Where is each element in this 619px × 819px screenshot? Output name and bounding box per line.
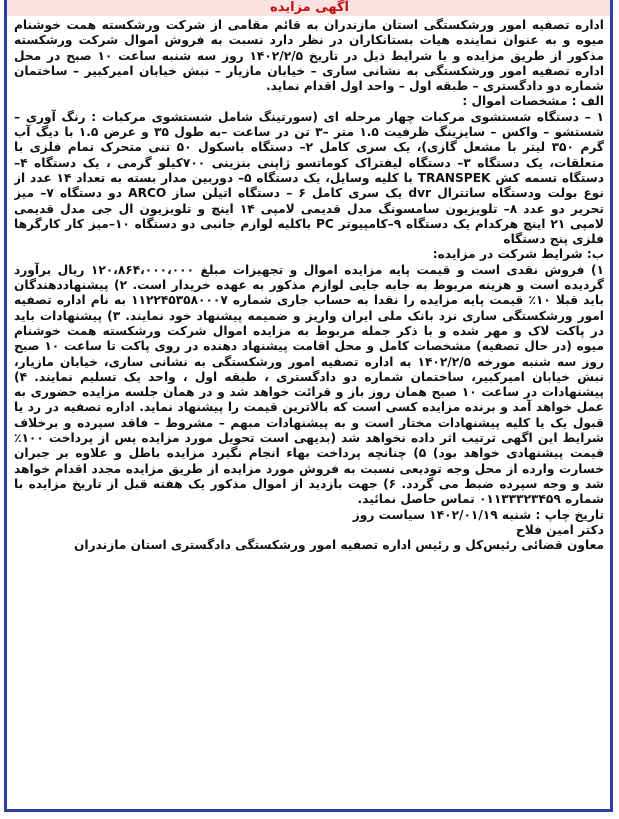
signer-title: معاون قضائی رئیس‌کل و رئیس اداره تصفیه امور ورشکستگی دادگستری استان مازندران: [73, 538, 604, 553]
ad-title: آگهی مزایده: [270, 0, 349, 15]
section-a-heading: الف : مشخصات اموال :: [462, 94, 604, 109]
print-date: تاریخ چاپ : شنبه ۱۴۰۲/۰۱/۱۹ سیاست روز: [352, 507, 604, 522]
assets-paragraph: ۱ – دستگاه شستشوی مرکبات چهار مرحله ای (سورتینگ شامل شستشوی مرکبات : رنگ آوری – شستشو – واکس – سایزینگ ظرفیت ۱.۵ متر –۳ تن در ساعت –به طول ۳۵ و عرض ۱.۵ با دیگ آب گرم ۳۵۰ لیتر با مشعل گازی)، یک سری کامل ۲– دستگاه باسکول ۵۰ تنی متحرک تمام فلزی با متعلقات، یک دستگاه ۳– دستگاه لیفتراک کوماتسو ژاپنی بنزینی ۷۰۰کیلو گرمی ، یک دستگاه ۴– دستگاه تسمه کش TRANSPEK با کلیه وسایل، یک دستگاه ۵– دوربین مدار بسته به تعداد ۱۴ عدد از نوع بولت ودستگاه ساتترال dvr یک سری کامل ۶ – دستگاه اتیلن ساز ARCO دو دستگاه ۷– میز تحریر دو عدد ۸– تلویزیون سامسونگ مدل قدیمی لامپی ۱۴ اینچ و تلویزیون ال جی مدل قدیمی لامپی ۲۱ اینچ هرکدام یک دستگاه ۹–کامپیوتر PC باکلیه لوازم جانبی دو دستگاه ۱۰–میز کار کارگرها فلزی پنج دستگاه: [14, 109, 604, 247]
ad-body: [14, 18, 604, 808]
intro-paragraph: اداره تصفیه امور ورشکستگی استان مازندران به قائم مقامی از شرکت ورشکسته همت خوشنام میوه و به عنوان نماینده هیات بستانکاران در نظر دارد نسبت به فروش اموال شرکت ورشکسته مذکور از طریق مزایده و با شرایط ذیل در تاریخ ۱۴۰۲/۲/۵ روز سه شنبه ساعت ۱۰ صبح در محل اداره تصفیه امور ورشکستگی به نشانی ساری – خیابان مازیار – نبش خیابان امیرکبیر – ساختمان شماره دو دادگستری – طبقه اول – واحد اول اقدام نماید.: [14, 18, 604, 94]
signer-name: دکتر امین فلاح: [515, 522, 604, 537]
conditions-paragraph: ۱) فروش نقدی است و قیمت پایه مزایده اموال و تجهیزات مبلغ ۱۲۰،۸۶۴،۰۰۰،۰۰۰ ریال برآورد گردیده است و هزینه مربوط به جابه جایی لوازم مذکور به عهده خریدار است. ۲) پیشنهاددهندگان باید قبلا ۱۰٪ قیمت پایه مزایده را نقدا به حساب جاری شماره ۱۱۲۲۴۵۳۵۸۰۰۰۷ به نام اداره تصفیه امور ورشکستگی ساری نزد بانک ملی ایران واریز و ضمیمه پیشنهاد خود نمایند. ۳) پیشنهادات باید در پاکت لاک و مهر شده و با ذکر جمله مربوط به مزایده اموال شرکت ورشکسته همت خوشنام میوه (در حال تصفیه) مشخصات کامل و محل اقامت پیشنهاد دهنده در روی پاکت تا ساعت ۱۰ صبح روز سه شنبه مورخه ۱۴۰۲/۲/۵ به اداره تصفیه امور ورشکستگی به نشانی ساری، خیابان مازیار، نبش خیابان امیرکبیر، ساختمان شماره دو دادگستری ، طبقه اول ، واحد یک تسلیم نمایند. ۴) پیشنهادات در ساعت ۱۰ صبح همان روز باز و قرائت خواهد شد و در همان جلسه مزایده حضوری به عمل خواهد آمد و برنده مزایده کسی است که بالاترین قیمت را پیشنهاد نماید. اداره تصفیه در رد یا قبول یک یا کلیه پیشنهادات مختار است و به پیشنهادات مبهم – مشروط – فاقد سپرده و برخلاف شرایط این اگهی ترتیب اثر داده نخواهد شد (بدیهی است تحویل مورد مزایده پس از پرداخت ۱۰۰٪ قیمت پیشنهادی خواهد بود) ۵) چنانچه پرداخت بهاء انجام نگیرد مزایده باطل و علاوه بر جبران خسارت وارده از محل وجه تودیعی نسبت به فروش مورد مزایده از طریق مزایده مجدد اقدام خواهد شد و وجه سپرده ضبط می گردد. ۶) جهت بازدید از اموال مذکور یک هفته قبل از تاریخ مزایده با شماره ۰۱۱۳۳۳۲۳۴۵۹ تماس حاصل نمائید.: [14, 262, 604, 507]
section-b-heading: ب: شرایط شرکت در مزایده:: [432, 247, 604, 262]
